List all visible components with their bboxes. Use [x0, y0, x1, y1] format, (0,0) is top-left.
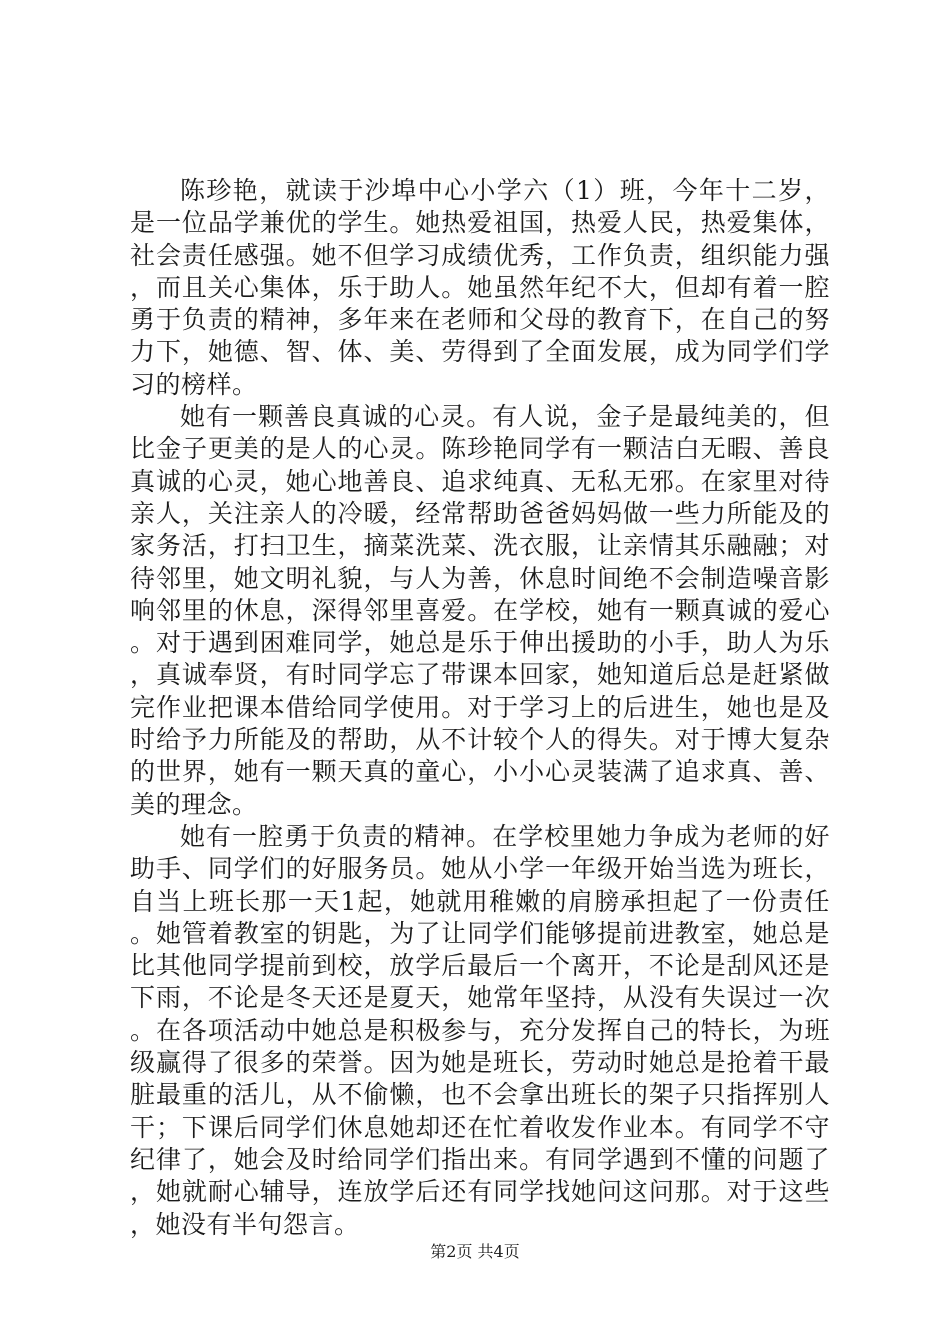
paragraph-kind-heart: 她有一颗善良真诚的心灵。有人说，金子是最纯美的，但比金子更美的是人的心灵。陈珍艳同学有一颗洁白无暇、善良真诚的心灵，她心地善良、追求纯真、无私无邪。在家里对待亲人，关注亲人的冷暖，经常帮助爸爸妈妈做一些力所能及的家务活，打扫卫生，摘菜洗菜、洗衣服，让亲情其乐融融；对待邻里，她文明礼貌，与人为善，休息时间绝不会制造噪音影响邻里的休息，深得邻里喜爱。在学校，她有一颗真诚的爱心。对于遇到困难同学，她总是乐于伸出援助的小手，助人为乐，真诚奉贤，有时同学忘了带课本回家，她知道后总是赶紧做完作业把课本借给同学使用。对于学习上的后进生，她也是及时给予力所能及的帮助，从不计较个人的得失。对于博大复杂的世界，她有一颗天真的童心，小小心灵装满了追求真、善、美的理念。: [130, 402, 830, 819]
page-footer: 第2页 共4页: [430, 1242, 520, 1261]
body-text: [130, 175, 830, 1241]
paragraph-profile: 陈珍艳，就读于沙埠中心小学六（1）班，今年十二岁，是一位品学兼优的学生。她热爱祖国，热爱人民，热爱集体，社会责任感强。她不但学习成绩优秀，工作负责，组织能力强，而且关心集体，乐于助人。她虽然年纪不大，但却有着一腔勇于负责的精神，多年来在老师和父母的教育下，在自己的努力下，她德、智、体、美、劳得到了全面发展，成为同学们学习的榜样。: [130, 176, 830, 399]
paragraph-responsibility: 她有一腔勇于负责的精神。在学校里她力争成为老师的好助手、同学们的好服务员。她从小学一年级开始当选为班长，自当上班长那一天1起，她就用稚嫩的肩膀承担起了一份责任。她管着教室的钥匙，为了让同学们能够提前进教室，她总是比其他同学提前到校，放学后最后一个离开，不论是刮风还是下雨，不论是冬天还是夏天，她常年坚持，从没有失误过一次。在各项活动中她总是积极参与，充分发挥自己的特长，为班级赢得了很多的荣誉。因为她是班长，劳动时她总是抢着干最脏最重的活儿，从不偷懒，也不会拿出班长的架子只指挥别人干；下课后同学们休息她却还在忙着收发作业本。有同学不守纪律了，她会及时给同学们指出来。有同学遇到不懂的问题了，她就耐心辅导，连放学后还有同学找她问这问那。对于这些，她没有半句怨言。: [130, 821, 830, 1239]
